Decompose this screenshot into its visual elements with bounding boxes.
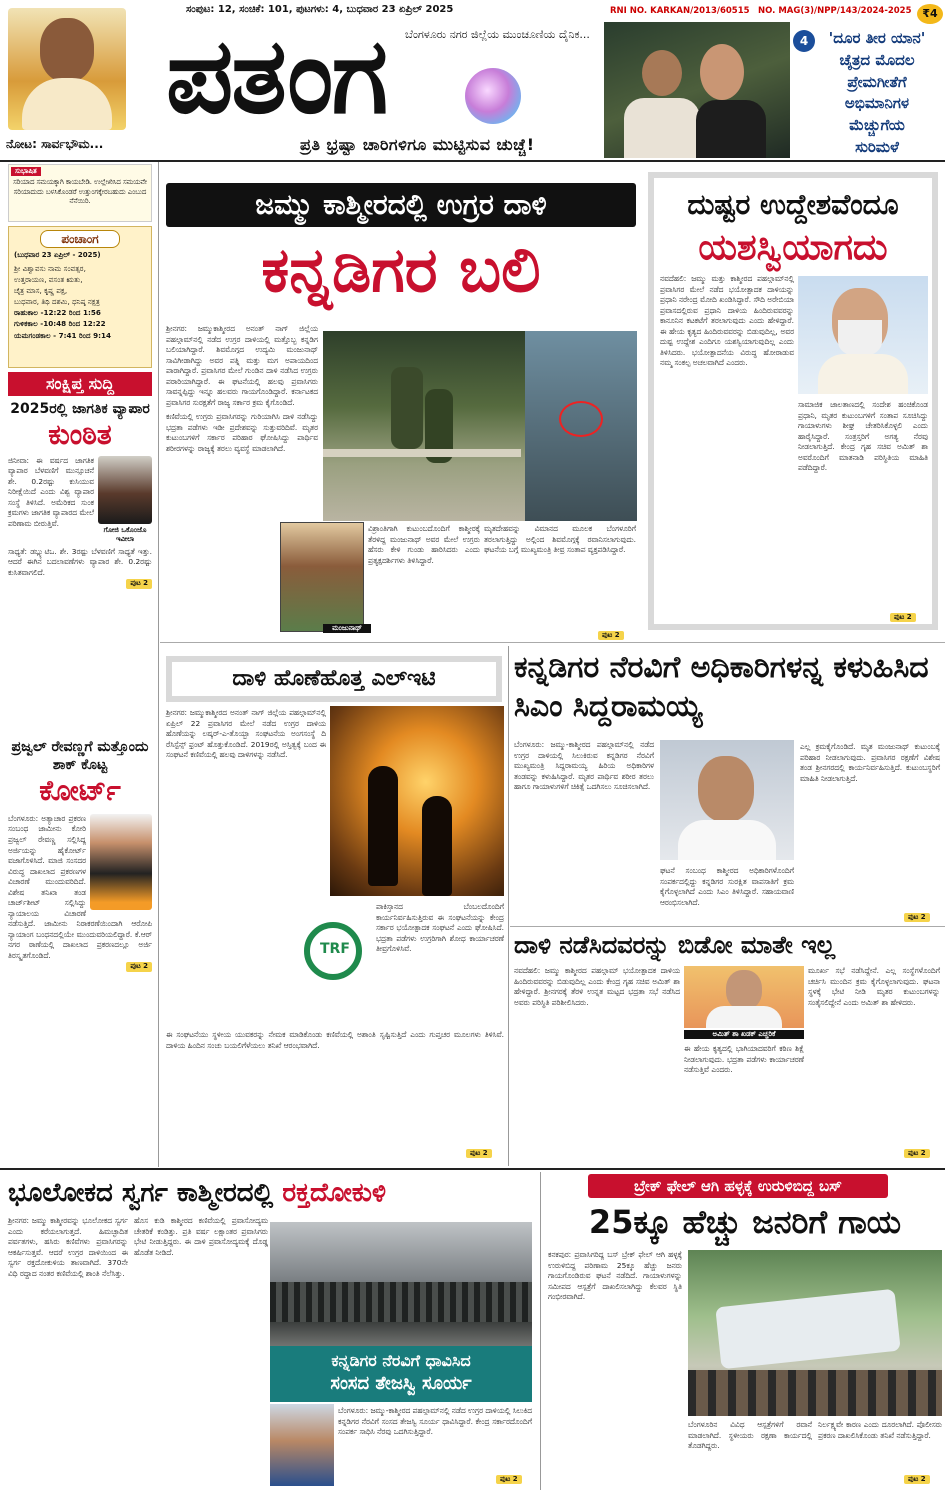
brief-1-text-2: ಸಾಧ್ಯತೆ: ಡಬ್ಲ್ಯುಟಿಒ. ಶೇ. 3ರಷ್ಟು ಬೆಳವಣಿಗೆ ಸಾಧ್ಯತೆ ಇತ್ತು. ಆದರೆ ಈಗಿನ ಬದಲಾವಣೆಗಳು ವ್ಯಾಪಾರ ಶೇ. 0.2ರಷ್ಟು ಕುಸಿತವಾಗಲಿದೆ. bbox=[8, 546, 152, 577]
promo-text: 'ದೂರ ತೀರ ಯಾನ' ಚೈತ್ರದ ಮೊದಲ ಪ್ರೇಮಗೀತೆಗೆ ಅಭಿಮಾನಿಗಳ ಮೆಚ್ಚುಗೆಯ ಸುರಿಮಳೆ bbox=[828, 29, 926, 156]
story-7-kicker: ಬ್ರೇಕ್ ಫೇಲ್ ಆಗಿ ಹಳ್ಳಕ್ಕೆ ಉರುಳಿಬಿದ್ದ ಬಸ್ bbox=[588, 1174, 888, 1198]
story-2-headline: ಯಶಸ್ವಿಯಾಗದು bbox=[698, 227, 888, 268]
sidebar bbox=[0, 160, 158, 1491]
story-7-text-a: ಕನಕಪುರ: ಪ್ರವಾಸಿಗರಿದ್ದ ಬಸ್ ಬ್ರೇಕ್ ಫೇಲ್ ಆಗಿ ಹಳ್ಳಕ್ಕೆ ಉರುಳಿಬಿದ್ದ ಪರಿಣಾಮ 25ಕ್ಕೂ ಹೆಚ್ಚು ಜನರು ಗಾಯಗೊಂಡಿರುವ ಘಟನೆ ನಡೆದಿದೆ. ಗಾಯಾಳುಗಳನ್ನು ಸಮೀಪದ ಆಸ್ಪತ್ರೆಗೆ ದಾಖಲಿಸಲಾಗಿದ್ದು ಕೆಲವರ ಸ್ಥಿತಿ ಗಂಭೀರವಾಗಿದೆ. bbox=[548, 1250, 682, 1302]
brief-2-headline: ಕೋರ್ಟ್ bbox=[39, 774, 121, 808]
story-6-inset-text: ಬೆಂಗಳೂರು: ಜಮ್ಮು-ಕಾಶ್ಮೀರದ ಪಹಲ್ಗಾಮ್‌ನಲ್ಲಿ ನಡೆದ ಉಗ್ರರ ದಾಳಿಯಲ್ಲಿ ಸಿಲುಕಿದ ಕನ್ನಡಿಗರ ನೆರವಿಗೆ ಸಂಸದ ತೇಜಸ್ವಿ ಸೂರ್ಯ ಧಾವಿಸಿದ್ದಾರೆ. ಕೇಂದ್ರ ಸರ್ಕಾರದೊಂದಿಗೆ ಸಂಪರ್ಕ ಸಾಧಿಸಿ ನೆರವು ಒದಗಿಸುತ್ತಿದ್ದಾರೆ. bbox=[338, 1406, 532, 1437]
tejasvi-inset-banner: ಕನ್ನಡಿಗರ ನೆರವಿಗೆ ಧಾವಿಸಿದ ಸಂಸದ ತೇಜಸ್ವಿ ಸೂರ್ಯ bbox=[270, 1346, 532, 1402]
story-1-kicker: ಜಮ್ಮು ಕಾಶ್ಮೀರದಲ್ಲಿ ಉಗ್ರರ ದಾಳಿ bbox=[166, 183, 636, 227]
divider-1 bbox=[160, 642, 945, 643]
brief-1-photo bbox=[98, 456, 152, 524]
story-6-text-a: ಶ್ರೀನಗರ: ಜಮ್ಮು ಕಾಶ್ಮೀರವನ್ನು ಭೂಲೋಕದ ಸ್ವರ್ಗ ಎಂದು ಕರೆಯಲಾಗುತ್ತದೆ. ಹಿಮಚ್ಛಾದಿತ ಪರ್ವತಗಳು, ಹಸಿರು ಕಣಿವೆಗಳು ಪ್ರವಾಸಿಗರನ್ನು ಆಕರ್ಷಿಸುತ್ತವೆ. ಆದರೆ ಉಗ್ರರ ದಾಳಿಯಿಂದ ಈ ಸ್ವರ್ಗ ರಕ್ತದೋಕುಳಿಯ ತಾಣವಾಗಿದೆ. 370ನೇ ವಿಧಿ ರದ್ದಾದ ನಂತರ ಕಣಿವೆಯಲ್ಲಿ ಶಾಂತಿ ನೆಲೆಸಿತ್ತು. bbox=[8, 1216, 128, 1278]
story-1-photo bbox=[323, 331, 637, 521]
tagline-bottom: ಪ್ರತಿ ಭ್ರಷ್ಟಾ ಚಾರಿಗಳಿಗೂ ಮುಟ್ಟಿಸುವ ಚುಚ್ಚೆ! bbox=[300, 135, 535, 154]
sidebar-divider bbox=[158, 162, 159, 1167]
trf-logo: TRF bbox=[294, 912, 372, 992]
amit-shah-photo bbox=[684, 966, 804, 1028]
brief-2-text: ಬೆಂಗಳೂರು: ಅತ್ಯಾಚಾರ ಪ್ರಕರಣ ಸಂಬಂಧ ಜಾಮೀನು ಕೋರಿ ಪ್ರಜ್ವಲ್ ರೇವಣ್ಣ ಸಲ್ಲಿಸಿದ್ದ ಅರ್ಜಿಯನ್ನು ಹೈಕೋರ್ಟ್ ವಜಾಗೊಳಿಸಿದೆ. ಮಾಜಿ ಸಂಸದರ ವಿರುದ್ಧ ದಾಖಲಾದ ಪ್ರಕರಣಗಳ ವಿಚಾರಣೆ ಮುಂದುವರಿದಿದೆ. ವಿಶೇಷ ತನಿಖಾ ತಂಡ ಚಾರ್ಜ್‌ಶೀಟ್ ಸಲ್ಲಿಸಿದ್ದು ನ್ಯಾಯಾಲಯ ವಿಚಾರಣೆ ನಡೆಸುತ್ತಿದೆ. ಜಾಮೀನು ನಿರಾಕರಣೆಯಿಂದಾಗಿ ಆರೋಪಿ ನ್ಯಾಯಾಂಗ ಬಂಧನದಲ್ಲಿಯೇ ಮುಂದುವರಿಯಲಿದ್ದಾರೆ. ಕೆ.ಆರ್ ನಗರ ಠಾಣೆಯಲ್ಲಿ ದಾಖಲಾದ ಪ್ರಕರಣದಲ್ಲೂ ಅರ್ಜಿ ತಿರಸ್ಕೃತಗೊಂಡಿದೆ. bbox=[8, 813, 152, 960]
divider-2 bbox=[508, 646, 509, 1166]
story-7-text-b: ಬೆಂಗಳೂರಿನ ವಿವಿಧ ಆಸ್ಪತ್ರೆಗಳಿಗೆ ರವಾನೆ ಮಾಡಲಾಗಿದೆ. ಸ್ಥಳೀಯರು ರಕ್ಷಣಾ ಕಾರ್ಯದಲ್ಲಿ ತೊಡಗಿದ್ದರು. bbox=[688, 1420, 812, 1451]
story-2-kicker: ದುಷ್ಟರ ಉದ್ದೇಶವೆಂದೂ bbox=[687, 188, 899, 221]
manjunath-caption: ಮಂಜುನಾಥ್ bbox=[323, 624, 371, 633]
brief-1-continued[interactable]: ಪುಟ 2 bbox=[126, 579, 152, 588]
panchanga-date: (ಬುಧವಾರ 23 ಏಪ್ರಿಲ್ - 2025) bbox=[14, 251, 101, 260]
amit-shah-caption: ಅಮಿತ್ ಶಾ ಖಡಕ್ ಎಚ್ಚರಿಕೆ bbox=[684, 1030, 804, 1039]
butterfly-logo-icon bbox=[465, 68, 521, 124]
story-6-continued[interactable]: ಪುಟ 2 bbox=[496, 1475, 522, 1484]
quote-box bbox=[8, 164, 152, 222]
brief-1-text: ಜಿನೀವಾ: ಈ ವರ್ಷದ ಜಾಗತಿಕ ವ್ಯಾಪಾರ ಬೆಳವಣಿಗೆ ಮುನ್ಸೂಚನೆ ಶೇ. 0.2ರಷ್ಟು ಕುಸಿಯುವ ನಿರೀಕ್ಷೆಯಿದೆ ಎಂದು ವಿಶ್ವ ವ್ಯಾಪಾರ ಸಂಸ್ಥೆ ತಿಳಿಸಿದೆ. ಅಮೆರಿಕದ ಸುಂಕ ಕ್ರಮಗಳು ಜಾಗತಿಕ ವ್ಯಾಪಾರದ ಮೇಲೆ ಪರಿಣಾಮ ಬೀರುತ್ತಿವೆ. bbox=[8, 455, 94, 528]
brief-2-continued[interactable]: ಪುಟ 2 bbox=[126, 962, 152, 971]
story-1-text-d: ಮೃತದೇಹವನ್ನು ವಿಮಾನದ ಮೂಲಕ ಬೆಂಗಳೂರಿಗೆ ತರಲಾಗುತ್ತಿದ್ದು ಅಲ್ಲಿಂದ ಶಿವಮೊಗ್ಗಕ್ಕೆ ರವಾನಿಸಲಾಗುವುದು. ಘಟನೆಯ ಬಗ್ಗೆ ಮುಖ್ಯಮಂತ್ರಿ ತೀವ್ರ ಸಂತಾಪ ವ್ಯಕ್ತಪಡಿಸಿದ್ದಾರೆ. bbox=[484, 524, 636, 555]
story-1-continued[interactable]: ಪುಟ 2 bbox=[598, 631, 624, 640]
tejasvi-photo bbox=[270, 1404, 334, 1486]
story-5-text-c: ಮೂರ್ಖ ಸಭೆ ನಡೆಸಿದ್ದೇನೆ. ಎಲ್ಲ ಸಂಸ್ಥೆಗಳೊಂದಿಗೆ ಚರ್ಚಿಸಿ ಮುಂದಿನ ಕ್ರಮ ಕೈಗೊಳ್ಳಲಾಗುವುದು. ಘಟನಾ ಸ್ಥಳಕ್ಕೆ ಭೇಟಿ ನೀಡಿ ಮೃತರ ಕುಟುಂಬಗಳನ್ನು ಸಂತೈಸಲಿದ್ದೇನೆ ಎಂದು ಅಮಿತ್ ಶಾ ಹೇಳಿದರು. bbox=[808, 966, 940, 1007]
brief-2-kicker: ಪ್ರಜ್ವಲ್ ರೇವಣ್ಣಗೆ ಮತ್ತೊಂದು ಶಾಕ್ ಕೊಟ್ಟ bbox=[11, 739, 149, 774]
siddaramaiah-photo bbox=[660, 740, 794, 860]
story-5-text-b: ಈ ಹೇಯ ಕೃತ್ಯದಲ್ಲಿ ಭಾಗಿಯಾದವರಿಗೆ ಕಠಿಣ ಶಿಕ್ಷೆ ನೀಡಲಾಗುವುದು. ಭದ್ರತಾ ಪಡೆಗಳು ಕಾರ್ಯಾಚರಣೆ ನಡೆಸುತ್ತಿವೆ ಎಂದರು. bbox=[684, 1044, 804, 1075]
story-5-continued[interactable]: ಪುಟ 2 bbox=[904, 1149, 930, 1158]
mag-number: NO. MAG(3)/NPP/143/2024-2025 bbox=[758, 6, 912, 16]
brief-header: ಸಂಕ್ಷಿಪ್ತ ಸುದ್ದಿ bbox=[8, 372, 152, 396]
brief-2-photo bbox=[90, 814, 152, 910]
panchanga-title: ಪಂಚಾಂಗ bbox=[40, 230, 120, 248]
story-7-continued[interactable]: ಪುಟ 2 bbox=[904, 1475, 930, 1484]
story-3-photo bbox=[330, 706, 504, 896]
divider-4 bbox=[0, 1168, 945, 1170]
story-4-continued[interactable]: ಪುಟ 2 bbox=[904, 913, 930, 922]
quote-label: ಸುಭಾಷಿತ bbox=[11, 167, 41, 176]
story-5-headline: ದಾಳಿ ನಡೆಸಿದವರನ್ನು ಬಿಡೋ ಮಾತೇ ಇಲ್ಲ bbox=[514, 931, 836, 959]
story-4-text-a: ಬೆಂಗಳೂರು: ಜಮ್ಮು-ಕಾಶ್ಮೀರದ ಪಹಲ್ಗಾಮ್‌ನಲ್ಲಿ ನಡೆದ ಉಗ್ರರ ದಾಳಿಯಲ್ಲಿ ಸಿಲುಕಿರುವ ಕನ್ನಡಿಗರ ನೆರವಿಗೆ ಮುಖ್ಯಮಂತ್ರಿ ಸಿದ್ದರಾಮಯ್ಯ ಹಿರಿಯ ಅಧಿಕಾರಿಗಳ ತಂಡವನ್ನು ಕಳುಹಿಸಿದ್ದಾರೆ. ಮೃತರ ಪಾರ್ಥಿವ ಶರೀರ ತರಲು ಹಾಗೂ ಗಾಯಾಳುಗಳಿಗೆ ಚಿಕಿತ್ಸೆ ಒದಗಿಸಲು ಸೂಚಿಸಲಾಗಿದೆ. bbox=[514, 740, 654, 792]
story-6-text-b: ಹೊಸ ಕುಡಿ ಕಾಶ್ಮೀರದ ಕಣಿವೆಯಲ್ಲಿ ಪ್ರವಾಸೋದ್ಯಮ ಚೇತರಿಕೆ ಕಂಡಿತ್ತು. ಪ್ರತಿ ವರ್ಷ ಲಕ್ಷಾಂತರ ಪ್ರವಾಸಿಗರು ಭೇಟಿ ನೀಡುತ್ತಿದ್ದರು. ಈ ದಾಳಿ ಪ್ರವಾಸೋದ್ಯಮಕ್ಕೆ ದೊಡ್ಡ ಹೊಡೆತ ನೀಡಿದೆ. bbox=[134, 1216, 268, 1257]
rni-number: RNI NO. KARKAN/2013/60515 bbox=[610, 6, 750, 16]
masthead-logo: ಪತಂಗ bbox=[166, 15, 387, 137]
story-2-text-b: ಸಾಮಾಜಿಕ ಜಾಲತಾಣದಲ್ಲಿ ಸಂದೇಶ ಹಂಚಿಕೊಂಡ ಪ್ರಧಾನಿ, ಮೃತರ ಕುಟುಂಬಗಳಿಗೆ ಸಂತಾಪ ಸೂಚಿಸಿದ್ದು ಗಾಯಾಳುಗಳು ಶೀಘ್ರ ಚೇತರಿಸಿಕೊಳ್ಳಲಿ ಎಂದು ಹಾರೈಸಿದ್ದಾರೆ. ಸಂತ್ರಸ್ತರಿಗೆ ಅಗತ್ಯ ನೆರವು ನೀಡಲಾಗುತ್ತಿದೆ. ಕೇಂದ್ರ ಗೃಹ ಸಚಿವ ಅಮಿತ್ ಶಾ ಅವರೊಂದಿಗೆ ಮಾತನಾಡಿ ಪರಿಸ್ಥಿತಿಯ ಮಾಹಿತಿ ಪಡೆದಿದ್ದಾರೆ. bbox=[798, 400, 928, 473]
brief-1 bbox=[8, 400, 152, 589]
divider-5 bbox=[540, 1172, 541, 1490]
story-2-continued[interactable]: ಪುಟ 2 bbox=[890, 613, 916, 622]
quote-text: ಸರಿಯಾದ ಸಮಯಕ್ಕಾಗಿ ಕಾಯಬೇಡಿ. ಉಲ್ಲೇಖಿಸಿದ ಸಮಯವೇ ಸರಿಯಾದುದು ಬಳಸಿಕೊಂಡರೆ ಉತ್ತುಂಗಕ್ಕೇರಬಹುದು ಎಂಬುದ ನೆನೆಯಿರಿ. bbox=[13, 178, 147, 205]
brief-2 bbox=[8, 738, 152, 972]
story-4-headline: ಕನ್ನಡಿಗರ ನೆರವಿಗೆ ಅಧಿಕಾರಿಗಳನ್ನ ಕಳುಹಿಸಿದ ಸಿಎಂ ಸಿದ್ದರಾಮಯ್ಯ bbox=[514, 650, 929, 724]
tagline-top: ಬೆಂಗಳೂರು ನಗರ ಜಿಲ್ಲೆಯ ಮುಂಚೂಣಿಯ ದೈನಿಕ... bbox=[405, 28, 590, 41]
story-1-text-a: ಶ್ರೀನಗರ: ಜಮ್ಮುಕಾಶ್ಮೀರದ ಅನಂತ್ ನಾಗ್ ಜಿಲ್ಲೆಯ ಪಹಲ್ಗಾಮ್‌ನಲ್ಲಿ ನಡೆದ ಉಗ್ರರ ದಾಳಿಯಲ್ಲಿ ಮತ್ತೊಬ್ಬ ಕನ್ನಡಿಗ ಬಲಿಯಾಗಿದ್ದಾರೆ. ಶಿವಮೊಗ್ಗದ ಉದ್ಯಮಿ ಮಂಜುನಾಥ್ ಸಾವಿಗೀಡಾಗಿದ್ದು ಅವರ ಪತ್ನಿ ಮತ್ತು ಮಗ ಅಪಾಯದಿಂದ ಪಾರಾಗಿದ್ದಾರೆ. ಪ್ರವಾಸಿಗರ ಮೇಲೆ ಗುಂಡಿನ ದಾಳಿ ನಡೆಸಿದ ಉಗ್ರರು ಪರಾರಿಯಾಗಿದ್ದಾರೆ. ಈ ಘಟನೆಯಲ್ಲಿ ಹಲವು ಪ್ರವಾಸಿಗರು ಸಾವನ್ನಪ್ಪಿದ್ದು ಇನ್ನೂ ಹಲವರು ಗಾಯಗೊಂಡಿದ್ದಾರೆ. ಕರ್ನಾಟಕದ ಪ್ರವಾಸಿಗರ ಸುರಕ್ಷತೆಗೆ ರಾಜ್ಯ ಸರ್ಕಾರ ಕ್ರಮ ಕೈಗೊಂಡಿದೆ. ಕಣಿವೆಯಲ್ಲಿ ಉಗ್ರರು ಪ್ರವಾಸಿಗರನ್ನು ಗುರಿಯಾಗಿಸಿ ದಾಳಿ ನಡೆಸಿದ್ದು ಭದ್ರತಾ ಪಡೆಗಳು ಇಡೀ ಪ್ರದೇಶವನ್ನು ಸುತ್ತುವರಿದಿವೆ. ಮೃತರ ಕುಟುಂಬಗಳಿಗೆ ಸರ್ಕಾರ ಪರಿಹಾರ ಘೋಷಿಸಿದ್ದು ಪಾರ್ಥಿವ ಶರೀರಗಳನ್ನು ರಾಜ್ಯಕ್ಕೆ ತರಲು ವ್ಯವಸ್ಥೆ ಮಾಡಲಾಗಿದೆ. bbox=[166, 324, 318, 453]
editor-photo bbox=[8, 8, 126, 130]
panchanga-box bbox=[8, 226, 152, 368]
story-5-text-a: ನವದೆಹಲಿ: ಜಮ್ಮು ಕಾಶ್ಮೀರದ ಪಹಲ್ಗಾಮ್ ಭಯೋತ್ಪಾದಕ ದಾಳಿಯ ಹಿಂದಿರುವವರನ್ನು ಬಿಡುವುದಿಲ್ಲ ಎಂದು ಕೇಂದ್ರ ಗೃಹ ಸಚಿವ ಅಮಿತ್ ಶಾ ಹೇಳಿದ್ದಾರೆ. ಶ್ರೀನಗರಕ್ಕೆ ತೆರಳಿ ಉನ್ನತ ಮಟ್ಟದ ಭದ್ರತಾ ಸಭೆ ನಡೆಸಿದ ಅವರು ಪರಿಸ್ಥಿತಿ ಪರಿಶೀಲಿಸಿದರು. bbox=[514, 966, 680, 1007]
promo-page-badge: 4 bbox=[793, 30, 815, 52]
story-3-text-c: ಈ ಸಂಘಟನೆಯು ಸ್ಥಳೀಯ ಯುವಕರನ್ನು ನೇಮಕ ಮಾಡಿಕೊಂಡು ಕಣಿವೆಯಲ್ಲಿ ಅಶಾಂತಿ ಸೃಷ್ಟಿಸುತ್ತಿದೆ ಎಂದು ಗುಪ್ತಚರ ಮೂಲಗಳು ತಿಳಿಸಿವೆ. ದಾಳಿಯ ಹಿಂದಿನ ಸಂಚು ಬಯಲಿಗೆಳೆಯಲು ತನಿಖೆ ಆರಂಭವಾಗಿದೆ. bbox=[166, 1030, 504, 1050]
story-4-text-b: ಘಟನೆ ಸಂಬಂಧ ಕಾಶ್ಮೀರದ ಅಧಿಕಾರಿಗಳೊಂದಿಗೆ ಸಂಪರ್ಕದಲ್ಲಿದ್ದು ಕನ್ನಡಿಗರ ಸುರಕ್ಷಿತ ವಾಪಸಾತಿಗೆ ಕ್ರಮ ಕೈಗೊಳ್ಳಲಾಗಿದೆ ಎಂದು ಸಿಎಂ ತಿಳಿಸಿದ್ದಾರೆ. ಸಹಾಯವಾಣಿ ಆರಂಭಿಸಲಾಗಿದೆ. bbox=[660, 866, 794, 907]
story-3-text-a: ಶ್ರೀನಗರ: ಜಮ್ಮುಕಾಶ್ಮೀರದ ಅನಂತ್ ನಾಗ್ ಜಿಲ್ಲೆಯ ಪಹಲ್ಗಾಮ್‌ನಲ್ಲಿ ಏಪ್ರಿಲ್ 22 ಪ್ರವಾಸಿಗರ ಮೇಲೆ ನಡೆದ ಉಗ್ರರ ದಾಳಿಯ ಹೊಣೆಯನ್ನು ಲಷ್ಕರ್-ಎ-ತೊಯ್ಬಾ ಸಂಘಟನೆಯ ಅಂಗಸಂಸ್ಥೆ ದಿ ರೆಸಿಸ್ಟೆನ್ಸ್ ಫ್ರಂಟ್ ಹೊತ್ತುಕೊಂಡಿದೆ. 2019ರಲ್ಲಿ ಅಸ್ತಿತ್ವಕ್ಕೆ ಬಂದ ಈ ಸಂಘಟನೆ ಕಣಿವೆಯಲ್ಲಿ ಹಲವು ದಾಳಿಗಳನ್ನು ನಡೆಸಿದೆ. bbox=[166, 708, 326, 760]
edition-line: ಸಂಪುಟ: 12, ಸಂಚಿಕೆ: 101, ಪುಟಗಳು: 4, ಬುಧವಾರ 23 ಏಪ್ರಿಲ್ 2025 bbox=[186, 4, 454, 15]
divider-3 bbox=[510, 926, 945, 927]
story-3-continued[interactable]: ಪುಟ 2 bbox=[466, 1149, 492, 1158]
story-1-text-c: ವಿಶ್ರಾಂತಿಗಾಗಿ ಕುಟುಂಬದೊಂದಿಗೆ ಕಾಶ್ಮೀರಕ್ಕೆ ತೆರಳಿದ್ದ ಮಂಜುನಾಥ್ ಅವರ ಮೇಲೆ ಉಗ್ರರು ಹೆಸರು ಕೇಳಿ ಗುಂಡು ಹಾರಿಸಿದರು ಎಂದು ಪ್ರತ್ಯಕ್ಷದರ್ಶಿಗಳು ತಿಳಿಸಿದ್ದಾರೆ. bbox=[368, 524, 480, 565]
brief-1-kicker: 2025ರಲ್ಲಿ ಜಾಗತಿಕ ವ್ಯಾಪಾರ bbox=[10, 401, 150, 417]
story-3-text-b: ಪಾಕಿಸ್ತಾನದ ಬೆಂಬಲದೊಂದಿಗೆ ಕಾರ್ಯನಿರ್ವಹಿಸುತ್ತಿರುವ ಈ ಸಂಘಟನೆಯನ್ನು ಕೇಂದ್ರ ಸರ್ಕಾರ ಭಯೋತ್ಪಾದಕ ಸಂಘಟನೆ ಎಂದು ಘೋಷಿಸಿದೆ. ಭದ್ರತಾ ಪಡೆಗಳು ಉಗ್ರರಿಗಾಗಿ ಶೋಧ ಕಾರ್ಯಾಚರಣೆ ತೀವ್ರಗೊಳಿಸಿವೆ. bbox=[376, 902, 504, 954]
story-6-headline bbox=[8, 1176, 538, 1211]
story-6-headline-a: ಭೂಲೋಕದ ಸ್ವರ್ಗ ಕಾಶ್ಮೀರದಲ್ಲಿ bbox=[8, 1178, 274, 1208]
brief-1-caption: ಗೋಜಿ ಒಕೊಂಜೊ ಇವೀಲಾ bbox=[103, 525, 147, 544]
price-badge: ₹4 bbox=[917, 4, 943, 24]
panchanga-list: ಶ್ರೀ ವಿಶ್ವಾವಸು ನಾಮ ಸಂವತ್ಸರ, ಉತ್ತರಾಯಣ, ವಸಂತ ಋತು, ಚೈತ್ರ ಮಾಸ, ಕೃಷ್ಣ ಪಕ್ಷ, ಬುಧವಾರ, ತಿಥಿ ದಶಮಿ, ಧನಿಷ್ಠ ನಕ್ಷತ್ರ ರಾಹುಕಾಲ -12:22 ರಿಂದ 1:56 ಗುಳಿಕಕಾಲ -10:48 ರಿಂದ 12:22 ಯಮಗಂಡಕಾಲ - 7:41 ರಿಂದ 9:14 bbox=[14, 263, 111, 340]
story-6-headline-b: ರಕ್ತದೋಕುಳಿ bbox=[282, 1178, 387, 1208]
manjunath-photo bbox=[280, 522, 364, 632]
promo-photo bbox=[604, 22, 790, 158]
editor-caption: ನೋಟ: ಸಾರ್ವಭೌಮ... bbox=[6, 137, 104, 151]
bus-accident-photo bbox=[688, 1250, 942, 1416]
modi-photo bbox=[798, 276, 928, 394]
kashmir-landscape-photo bbox=[270, 1222, 532, 1364]
story-7-text-c: ನಿರ್ಲಕ್ಷ್ಯವೇ ಕಾರಣ ಎಂದು ದೂರಲಾಗಿದೆ. ಪೊಲೀಸರು ಪ್ರಕರಣ ದಾಖಲಿಸಿಕೊಂಡು ತನಿಖೆ ನಡೆಸುತ್ತಿದ್ದಾರೆ. bbox=[818, 1420, 942, 1440]
story-1-headline: ಕನ್ನಡಿಗರ ಬಲಿ bbox=[261, 233, 541, 306]
story-3-headline: ದಾಳಿ ಹೊಣೆಹೊತ್ತ ಎಲ್‌ಇಟಿ bbox=[232, 666, 436, 691]
brief-1-headline: ಕುಂಠಿತ bbox=[48, 418, 112, 452]
story-2-text-a: ನವದೆಹಲಿ: ಜಮ್ಮು ಮತ್ತು ಕಾಶ್ಮೀರದ ಪಹಲ್ಗಾಮ್‌ನಲ್ಲಿ ಪ್ರವಾಸಿಗರ ಮೇಲೆ ನಡೆದ ಭಯೋತ್ಪಾದಕ ದಾಳಿಯನ್ನು ಪ್ರಧಾನಿ ನರೇಂದ್ರ ಮೋದಿ ಖಂಡಿಸಿದ್ದಾರೆ. ಸೌದಿ ಅರೇಬಿಯಾ ಪ್ರವಾಸದಲ್ಲಿರುವ ಪ್ರಧಾನಿ ದಾಳಿಯ ಹಿಂದಿರುವವರನ್ನು ಕಾನೂನಿನ ಕಟಕಟೆಗೆ ತರಲಾಗುವುದು ಎಂದು ಹೇಳಿದ್ದಾರೆ. ಈ ಹೇಯ ಕೃತ್ಯದ ಹಿಂದಿರುವವರನ್ನು ಬಿಡುವುದಿಲ್ಲ, ಅವರ ದುಷ್ಟ ಉದ್ದೇಶ ಎಂದಿಗೂ ಯಶಸ್ವಿಯಾಗುವುದಿಲ್ಲ ಎಂದು ತಿಳಿಸಿದರು. ಭಯೋತ್ಪಾದನೆಯ ವಿರುದ್ಧ ಹೋರಾಡುವ ನಮ್ಮ ಸಂಕಲ್ಪ ಅಚಲವಾಗಿದೆ ಎಂದರು. bbox=[660, 274, 794, 368]
story-4-text-c: ಎಲ್ಲ ಕ್ರಮಕೈಗೊಂಡಿದೆ. ಮೃತ ಮಂಜುನಾಥ್ ಕುಟುಂಬಕ್ಕೆ ಪರಿಹಾರ ನೀಡಲಾಗುವುದು. ಪ್ರವಾಸಿಗರ ರಕ್ಷಣೆಗೆ ವಿಶೇಷ ತಂಡ ಶ್ರೀನಗರದಲ್ಲಿ ಕಾರ್ಯನಿರ್ವಹಿಸುತ್ತಿದೆ. ಕುಟುಂಬಸ್ಥರಿಗೆ ಮಾಹಿತಿ ನೀಡಲಾಗುತ್ತಿದೆ. bbox=[800, 742, 940, 783]
story-7-headline: 25ಕ್ಕೂ ಹೆಚ್ಚು ಜನರಿಗೆ ಗಾಯ bbox=[588, 1203, 902, 1241]
